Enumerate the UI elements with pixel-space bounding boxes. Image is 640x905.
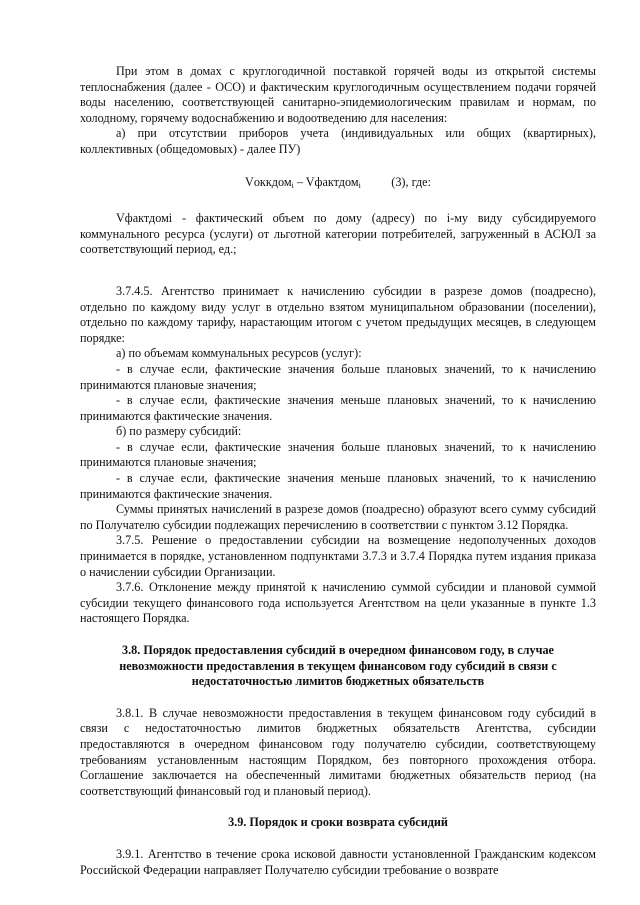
formula-sub-i-1: i <box>291 180 294 190</box>
formula-minus: – <box>293 174 306 189</box>
paragraph-sums: Суммы принятых начислений в разрезе домов (поадресно) образуют всего сумму субсидий по Получателю субсидии подлежащих перечислению в соответствии с пунктом 3.12 Порядка. <box>80 502 596 532</box>
paragraph-vfaktdom-definition: Vфактдомi - фактический объем по дому (адресу) по i-му виду субсидируемого коммунального ресурса (услуги) от льготной категории потребителей, загруженный в АСЮЛ за соответствующий период, ед.; <box>80 211 596 257</box>
paragraph-no-meters: а) при отсутствии приборов учета (индивидуальных или общих (квартирных), коллективных (общедомовых) - далее ПУ) <box>80 126 596 156</box>
formula-reference: (3), где: <box>360 174 431 189</box>
paragraph-volumes-less: - в случае если, фактические значения меньше плановых значений, то к начислению принимаются фактические значения. <box>80 393 596 423</box>
paragraph-volumes: а) по объемам коммунальных ресурсов (услуг): <box>116 346 362 361</box>
paragraph-subsidy-more: - в случае если, фактические значения больше плановых значений, то к начислению принимаются плановые значения; <box>80 439 596 470</box>
formula-sub-i-2: i <box>358 180 361 190</box>
paragraph-3-8-1: 3.8.1. В случае невозможности предоставления в текущем финансовом году субсидий в связи с недостаточностью лимитов бюджетных обязательств Агентства, субсидии предоставляются в очередном финансовом году получателю субсидии, соответствующему требованиям установленным настоящим Порядком, без повторного прохождения отбора. Соглашение заключается на обеспеченный лимитами бюджетных обязательств период (на соответствующий финансовый год и плановый период). <box>80 705 596 798</box>
paragraph-3-7-6: 3.7.6. Отклонение между принятой к начислению суммой субсидии и плановой суммой субсидии текущего финансового года используется Агентством на цели указанные в пункте 1.3 настоящего Порядка. <box>80 580 596 626</box>
formula-term-vokkdom: Vоккдом <box>245 174 292 189</box>
paragraph-3-9-1: 3.9.1. Агентство в течение срока исковой давности установленной Гражданским кодексом Российской Федерации направляет Получателю субсидии требование о возврате <box>80 846 596 877</box>
paragraph-3-7-4-5: 3.7.4.5. Агентство принимает к начислению субсидии в разрезе домов (поадресно), отдельно по каждому виду услуг в отдельно взятом муниципальном образовании (поселении), отдельно по каждому тарифу, нарастающим итогом с учетом предыдущих месяцев, в следующем порядке: <box>80 283 596 345</box>
heading-3-9: 3.9. Порядок и сроки возврата субсидий <box>228 815 448 830</box>
paragraph-3-7-5: 3.7.5. Решение о предоставлении субсидии на возмещение недополученных доходов принимается в порядке, установленном подпунктами 3.7.3 и 3.7.4 Порядка путем издания приказа о начислении субсидии Организации. <box>80 533 596 579</box>
paragraph-subsidy-size: б) по размеру субсидий: <box>116 424 242 439</box>
formula-term-vfaktdom: Vфактдом <box>305 174 359 189</box>
paragraph-oso-intro: При этом в домах с круглогодичной поставкой горячей воды из открытой системы теплоснабжения (далее - ОСО) и фактическим круглогодичным осуществлением подачи горячей воды населению, соответствующей санитарно-эпидемиологическим правилам и нормам, по холодному, горячему водоснабжению и водоотведению для населения: <box>80 64 596 125</box>
formula-3 <box>80 175 596 194</box>
paragraph-subsidy-less: - в случае если, фактические значения меньше плановых значений, то к начислению принимаются фактические значения. <box>80 471 596 501</box>
heading-3-8: 3.8. Порядок предоставления субсидий в очередном финансовом году, в случае невозможности предоставления в текущем финансовом году субсидий в связи с недостаточностью лимитов бюджетных обязательств <box>119 643 557 689</box>
paragraph-volumes-more: - в случае если, фактические значения больше плановых значений, то к начислению принимаются плановые значения; <box>80 361 596 392</box>
